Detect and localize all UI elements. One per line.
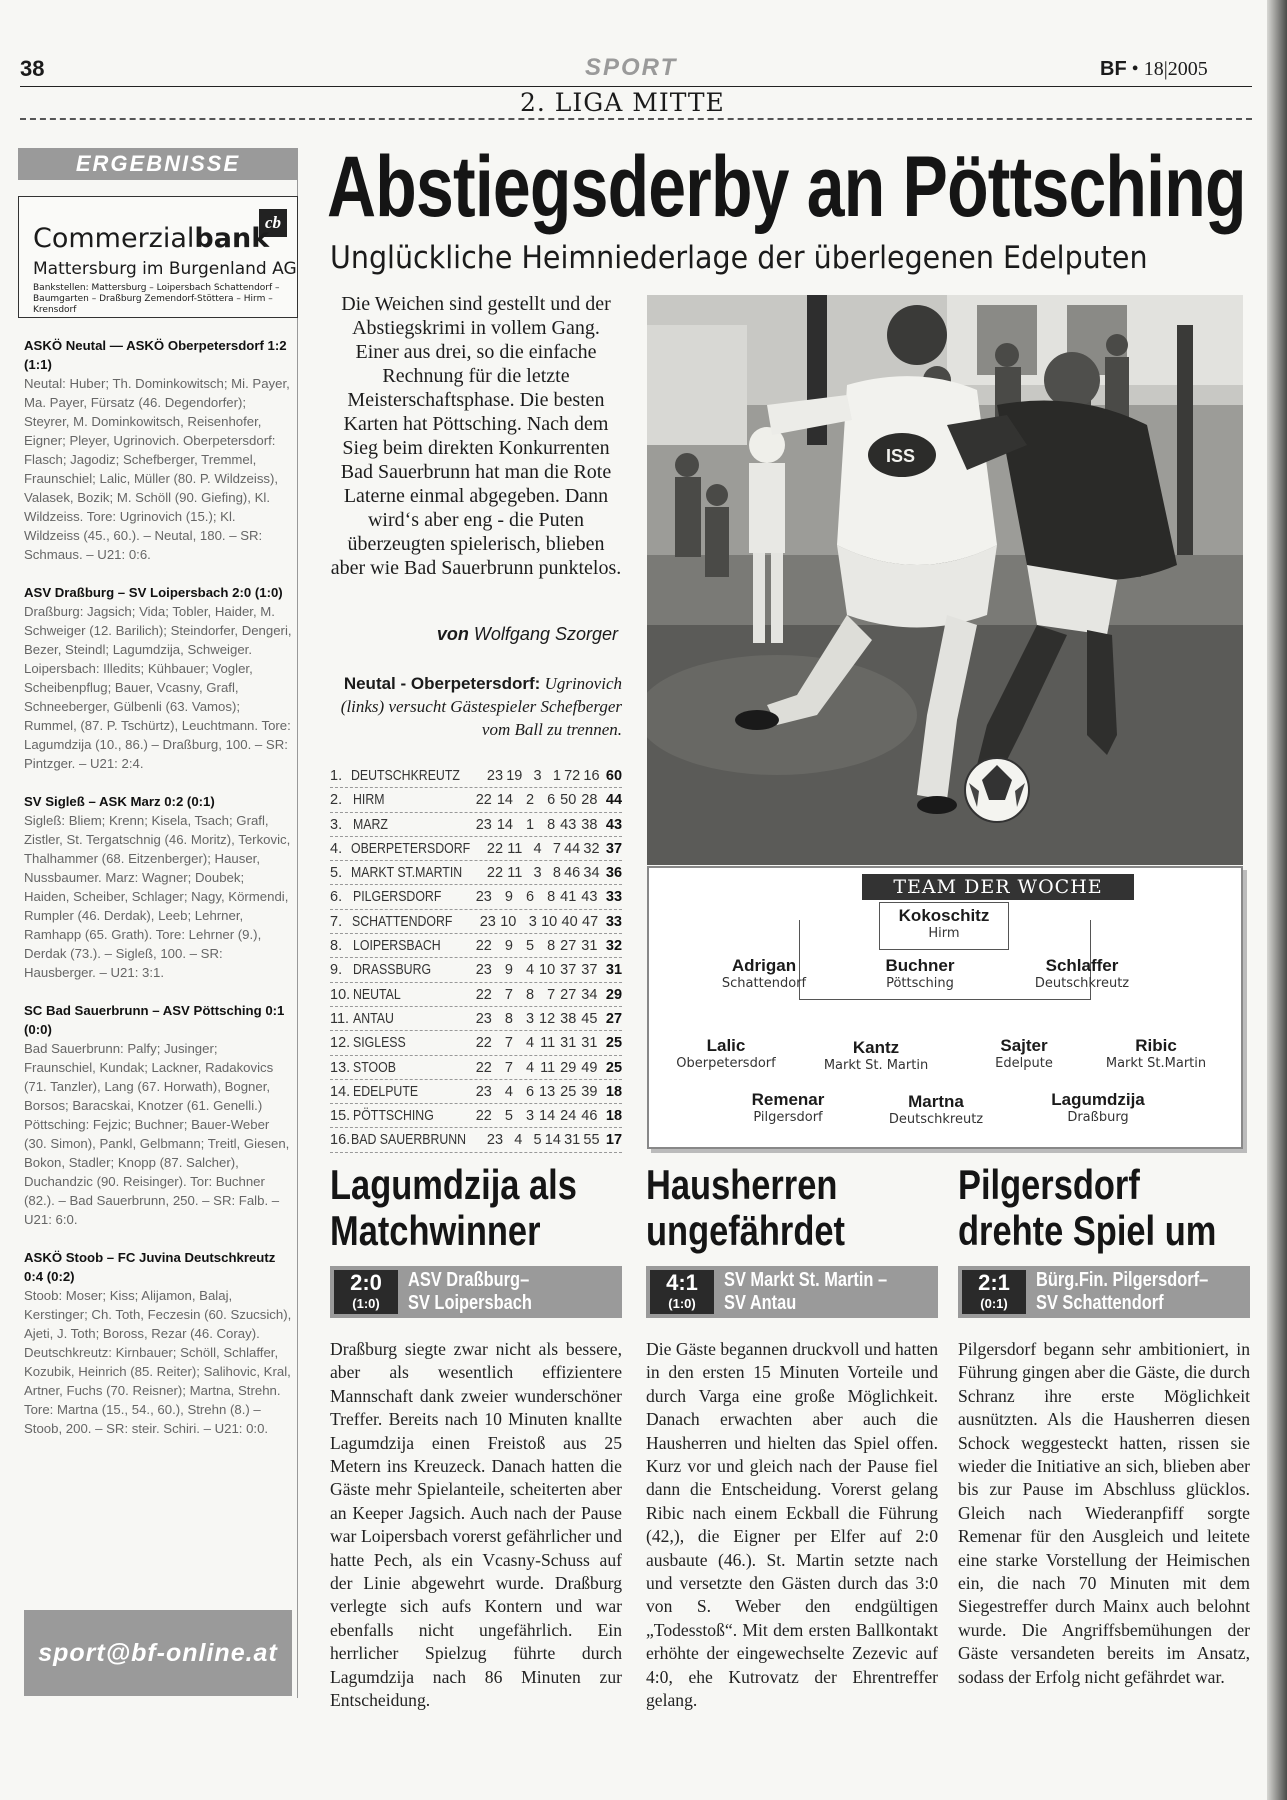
- table-rank: 10.: [330, 986, 351, 1003]
- match-report: [24, 583, 292, 773]
- player-name: Adrigan: [731, 956, 797, 975]
- table-goals-against: 31: [581, 938, 598, 955]
- headline-line-2: drehte Spiel um: [958, 1207, 1217, 1254]
- table-row: [330, 1104, 622, 1128]
- table-team: LOIPERSBACH: [352, 938, 441, 955]
- final-score: 2:1: [978, 1270, 1010, 1295]
- table-row: [330, 958, 622, 982]
- match-teams: [1036, 1269, 1208, 1315]
- table-goals-for: 72: [564, 768, 581, 784]
- match-teams: [724, 1269, 887, 1315]
- table-rank: 3.: [330, 816, 343, 833]
- table-wins: 19: [506, 768, 523, 784]
- away-team: SV Antau: [724, 1292, 797, 1314]
- table-wins: 4: [514, 1132, 523, 1149]
- article-body: Die Gäste begannen druckvoll und hatten in den ersten 15 Minuten Vorteile und durch Varga eine große Möglichkeit. Danach erwachten aber auch die Hausherren und hielten das Spiel offen. Kurz vor und gleich nach der Pause fiel dann die Entscheidung. Vorerst gelang Ribic nach einem Eckball die Führung (42,), die Eigner per Elfer auf 2:0 ausbaute (46.). St. Martin setzte nach und versetzte den Gästen durch das 3:0 von S. Weber den endgültigen „Todesstoß“. Mit dem ersten Ballkontakt erhöhte der eingewechselte Zezevic auf 4:0, ehe Kutrovatz der Ehrentreffer gelang.: [646, 1339, 938, 1711]
- results-title: ERGEBNISSE: [18, 148, 298, 180]
- match-heading: ASKÖ Stoob – FC Juvina Deutschkreutz 0:4 (0:2): [24, 1250, 276, 1284]
- table-wins: 7: [504, 986, 513, 1003]
- match-report: [24, 336, 292, 564]
- article-body: Pilgersdorf begann sehr ambitioniert, in Führung gingen aber die Gäste, die durch Schranz ihre erste Möglichkeit ausnützten. Als die Hausherren diesen Schock weggesteckt hatten, rissen sie wieder die Initiative an sich, blieben aber bis zur Pause im Abschluss glücklos. Gleich nach Wiederanpfiff sorgte Remenar für den Ausgleich und leitete eine starke Vorstellung der Heimischen ein, die nach 70 Minuten mit dem Siegestreffer durch Mainx auch belohnt wurde. Die Angriffsbemühungen der Gäste versandeten bereits im Ansatz, sodass der Erfolg nicht gefährdet war.: [958, 1339, 1250, 1687]
- table-row: [330, 1007, 622, 1031]
- table-goals-against: 31: [581, 1035, 598, 1052]
- table-played: 22: [486, 840, 504, 857]
- table-rank: 11.: [330, 1010, 350, 1027]
- table-played: 23: [479, 913, 496, 930]
- table-goals-against: 49: [581, 1059, 598, 1076]
- table-draws: 3: [525, 1010, 535, 1027]
- table-points: 27: [605, 1010, 623, 1027]
- player-name: Lalic: [706, 1036, 746, 1055]
- league-table: [330, 764, 622, 1153]
- player-club: Markt St.Martin: [1105, 1056, 1207, 1071]
- results-sidebar: [18, 148, 298, 1698]
- table-losses: 8: [552, 865, 561, 882]
- score-box: [962, 1270, 1026, 1314]
- table-draws: 5: [533, 1132, 542, 1149]
- player-club: Markt St. Martin: [823, 1058, 929, 1073]
- bank-name-bold: bank: [194, 223, 270, 254]
- article-pilgersdorf: [958, 1162, 1250, 1689]
- article-lead: Die Weichen sind gestellt und der Abstiegskrimi in vollem Gang. Einer aus drei, so die einfache Rechnung für die letzte Meisterschaftsphase. Die besten Karten hat Pöttsching. Nach dem Sieg beim direkten Konkurrenten Bad Sauerbrunn hat man die Rote Laterne einmal abgegeben. Dann wird‘s aber eng - die Puten überzeugten spielerisch, blieben aber wie Bad Sauerbrunn punktelos.: [330, 293, 622, 579]
- table-draws: 3: [533, 768, 542, 784]
- table-wins: 9: [504, 938, 513, 955]
- final-score: 2:0: [350, 1270, 382, 1295]
- table-team: BAD SAUERBRUNN: [350, 1132, 466, 1149]
- table-losses: 8: [547, 816, 556, 833]
- table-row: [330, 861, 622, 885]
- team-of-the-week: [647, 866, 1243, 1149]
- match-details: Bad Sauerbrunn: Palfy; Jusinger; Fraunschiel, Kundak; Lackner, Radakovics (71. Tanzler), Lang (67. Horwath), Bogner, Borsos; Baracskai, Knotzer (61. Genelli.) Pöttsching: Fejzic; Buchner; Bauer-Weber (30. Simon), Pankl, Gelbmann; Treitl, Giesen, Bokon, Stadler; Knopp (87. Salcher), Duchandzic (90. Reisinger). Tor: Buchner (82.). – Bad Sauerbrunn, 250. – SR: Falb. – U21: 6:0.: [24, 1041, 290, 1227]
- home-team: SV Markt St. Martin –: [724, 1269, 888, 1291]
- league-title: 2. LIGA MITTE: [520, 88, 725, 117]
- table-goals-for: 40: [561, 913, 578, 930]
- table-goals-against: 16: [583, 768, 600, 784]
- player-name: Kokoschitz: [898, 906, 990, 925]
- table-rank: 1.: [330, 768, 343, 784]
- headline-line-2: Matchwinner: [330, 1207, 541, 1254]
- headline-line-1: Pilgersdorf: [958, 1161, 1140, 1208]
- player-club: Schattendorf: [721, 976, 807, 991]
- table-points: 33: [605, 889, 623, 906]
- table-goals-against: 47: [582, 913, 599, 930]
- table-rank: 7.: [330, 913, 343, 930]
- table-rank: 8.: [330, 938, 343, 955]
- table-played: 22: [475, 792, 492, 809]
- table-wins: 11: [507, 865, 523, 882]
- table-row: [330, 885, 622, 909]
- match-details: Stoob: Moser; Kiss; Alijamon, Balaj, Kerstinger; Ch. Toth, Feczesin (60. Szucsich), Ajeti, J. Toth; Boross, Rezar (46. Coray). Deutschkreutz: Kirnbauer; Schöll, Schlaffer, Kozubik, Heinrich (85. Reiter); Salihovic, Kral, Artner, Fuchs (70. Reisner); Martna, Strehn. Tore: Martna (15., 54., 60.), Strehn (8.) – Stoob, 200. – SR: steir. Schiri. – U21: 0:0.: [24, 1288, 292, 1436]
- table-rank: 16.: [330, 1132, 351, 1149]
- table-played: 23: [475, 816, 492, 833]
- player-club: Draßburg: [1067, 1110, 1129, 1125]
- player-club: Oberpetersdorf: [676, 1056, 776, 1071]
- table-row: [330, 910, 622, 934]
- table-played: 22: [475, 1059, 492, 1076]
- player-name: Remenar: [751, 1090, 825, 1109]
- shirt-sponsor-text: ISS: [886, 446, 916, 466]
- table-played: 23: [486, 768, 504, 784]
- table-wins: 4: [504, 1083, 513, 1100]
- table-goals-for: 25: [560, 1083, 577, 1100]
- score-bar: [958, 1266, 1250, 1318]
- issue-info: BF • 18|2005: [1100, 58, 1208, 80]
- table-wins: 5: [504, 1108, 513, 1125]
- score-bar: [330, 1266, 622, 1318]
- halftime-score: (0:1): [980, 1296, 1008, 1311]
- table-team: PILGERSDORF: [352, 889, 442, 906]
- table-rank: 4.: [330, 840, 343, 857]
- table-wins: 8: [504, 1010, 513, 1027]
- article-headline: [646, 1162, 885, 1258]
- table-wins: 7: [504, 1035, 513, 1052]
- match-report: [24, 1248, 292, 1438]
- table-wins: 9: [504, 962, 513, 979]
- byline-author: Wolfgang Szorger: [473, 624, 618, 644]
- table-rank: 12.: [330, 1035, 351, 1052]
- table-team: NEUTAL: [352, 986, 401, 1003]
- table-team: MARKT ST.MARTIN: [350, 865, 463, 882]
- table-wins: 9: [504, 889, 513, 906]
- match-heading: SC Bad Sauerbrunn – ASV Pöttsching 0:1 (0:0): [24, 1003, 285, 1037]
- table-row: [330, 813, 622, 837]
- table-played: 22: [475, 938, 492, 955]
- table-losses: 8: [547, 889, 556, 906]
- table-draws: 3: [528, 913, 537, 930]
- table-goals-for: 31: [560, 1035, 577, 1052]
- caption-text: Ugrinovich (links) versucht Gästespieler Schefberger vom Ball zu trennen.: [340, 674, 622, 739]
- table-team: HIRM: [352, 792, 385, 809]
- bank-branches: Bankstellen: Mattersburg – Loipersbach Schattendorf – Baumgarten – Draßburg Zemendorf-Stöttera – Hirm – Krensdorf: [33, 283, 280, 315]
- table-draws: 8: [525, 986, 535, 1003]
- halftime-score: (1:0): [668, 1296, 696, 1311]
- byline-prefix: von: [436, 624, 469, 644]
- table-draws: 1: [525, 816, 535, 833]
- player-name: Martna: [908, 1092, 964, 1111]
- player-midfielder: [651, 1036, 801, 1071]
- match-results: [24, 336, 292, 1457]
- table-rank: 2.: [330, 792, 343, 809]
- page-edge-shadow: [1267, 0, 1287, 1800]
- table-losses: 8: [547, 938, 556, 955]
- headline-line-1: Lagumdzija als: [330, 1161, 577, 1208]
- table-played: 22: [486, 865, 504, 882]
- table-losses: 7: [552, 840, 561, 857]
- home-team: ASV Draßburg–: [408, 1269, 530, 1291]
- table-points: 43: [605, 816, 623, 833]
- table-losses: 11: [540, 1035, 556, 1052]
- player-name: Buchner: [885, 956, 955, 975]
- table-row: [330, 764, 622, 788]
- table-points: 25: [605, 1059, 623, 1076]
- player-name: Schlaffer: [1045, 956, 1119, 975]
- table-goals-against: 34: [581, 986, 598, 1003]
- table-played: 22: [475, 986, 492, 1003]
- table-goals-for: 31: [564, 1132, 581, 1149]
- table-team: MARZ: [352, 816, 388, 833]
- player-defender: [1007, 956, 1157, 991]
- match-report: [24, 792, 292, 982]
- table-played: 22: [475, 1108, 492, 1125]
- table-goals-for: 38: [560, 1010, 577, 1027]
- table-goals-against: 37: [581, 962, 598, 979]
- match-details: Draßburg: Jagsich; Vida; Tobler, Haider, M. Schweiger (12. Barilich); Steindorfer, Dengeri, Bezer, Steindl; Lagumdzija, Schweiger. Loipersbach: Illedits; Kühbauer; Vogler, Scheibenpflug; Bauer, Vcasny, Grafl, Schneeberger, Gülbenli (63. Vamos); Rummel, (87. P. Tschürtz), Leuchtmann. Tore: Lagumdzija (10., 86.) – Draßburg, 100. – SR: Pintzger. – U21: 2:4.: [24, 604, 292, 771]
- table-row: [330, 1080, 622, 1104]
- table-points: 32: [605, 938, 623, 955]
- table-draws: 4: [525, 1059, 535, 1076]
- table-row: [330, 1056, 622, 1080]
- match-photo: [647, 295, 1243, 865]
- player-goalkeeper: [869, 906, 1019, 941]
- table-wins: 7: [504, 1059, 513, 1076]
- article-headline: [958, 1161, 1217, 1258]
- table-points: 31: [605, 962, 623, 979]
- article-dragsburg: [330, 1162, 622, 1713]
- table-goals-for: 43: [560, 816, 577, 833]
- article-st-martin: [646, 1162, 938, 1713]
- main-headline: Abstiegsderby an Pöttsching: [327, 139, 1246, 235]
- bank-advertisement: [18, 196, 298, 318]
- table-goals-for: 27: [560, 938, 577, 955]
- table-played: 22: [475, 1035, 492, 1052]
- table-points: 37: [605, 840, 623, 857]
- table-goals-for: 44: [564, 840, 581, 857]
- match-teams: [408, 1269, 532, 1315]
- match-details: Sigleß: Bliem; Krenn; Kisela, Tsach; Grafl, Zistler, St. Tergatschnig (46. Moritz), Terkovic, Thalhammer (68. Eitzenberger); Hauser, Nussbaumer. Marz: Wagner; Doubek; Haiden, Scheiber, Schlager; Nagy, Körmendi, Rumpler (46. Derdak), Leeb; Lehrner, Ramhapp (65. Grath). Tore: Lehrner (9.), Derdak (73.). – Sigleß, 100. – SR: Hausberger. – U21: 3:1.: [24, 813, 291, 980]
- table-draws: 2: [525, 792, 535, 809]
- player-midfielder: [949, 1036, 1099, 1071]
- table-row: [330, 837, 622, 861]
- table-goals-for: 37: [560, 962, 577, 979]
- section-title: SPORT: [585, 54, 678, 81]
- match-heading: ASV Draßburg – SV Loipersbach 2:0 (1:0): [24, 585, 283, 600]
- table-goals-against: 46: [581, 1108, 598, 1125]
- header-rule: [20, 86, 1252, 87]
- table-points: 36: [605, 865, 623, 882]
- table-losses: 14: [544, 1132, 561, 1149]
- table-rank: 14.: [330, 1083, 351, 1100]
- table-row: [330, 983, 622, 1007]
- table-team: SIGLESS: [352, 1035, 406, 1052]
- halftime-score: (1:0): [352, 1296, 380, 1311]
- table-losses: 10: [541, 913, 558, 930]
- home-team: Bürg.Fin. Pilgersdorf–: [1036, 1269, 1209, 1291]
- bank-name: [33, 223, 269, 254]
- article-body: Draßburg siegte zwar nicht als bessere, aber als wesentlich effizientere Mannschaft dank zweier wunderschöner Treffer. Bereits nach 10 Minuten knallte Lagumdzija einen Freistoß aus 25 Metern ins Kreuzeck. Danach hatten die Gäste mehr Spielanteile, scheiterten aber an Keeper Jagsich. Auch nach der Pause war Loipersbach vorerst gefährlicher und hatte Pech, als ein Vcasny-Schuss auf der Linie abgewehrt wurde. Draßburg verlegte sich aufs Kontern und war ebenfalls nicht ungefährlich. Ein herrlicher Spielzug führte durch Lagumdzija nach 86 Minuten zur Entscheidung.: [330, 1339, 622, 1711]
- table-wins: 14: [496, 816, 513, 833]
- table-draws: 4: [525, 962, 535, 979]
- table-goals-for: 29: [560, 1059, 577, 1076]
- player-club: Pilgersdorf: [753, 1110, 823, 1125]
- table-rank: 13.: [330, 1059, 351, 1076]
- player-club: Edelpute: [995, 1056, 1053, 1071]
- table-team: STOOB: [352, 1059, 396, 1076]
- team-of-the-week-title: TEAM DER WOCHE: [862, 874, 1134, 900]
- table-losses: 7: [547, 986, 556, 1003]
- main-subheadline: Unglückliche Heimniederlage der überlegenen Edelputen: [330, 240, 1148, 276]
- player-forward: [1023, 1090, 1173, 1125]
- table-goals-against: 45: [581, 1010, 598, 1027]
- match-report: [24, 1001, 292, 1229]
- player-club: Pöttsching: [886, 976, 954, 991]
- table-draws: 3: [533, 865, 542, 882]
- header-dashed-rule: [20, 118, 1252, 120]
- table-row: [330, 788, 622, 812]
- player-name: Ribic: [1135, 1036, 1177, 1055]
- player-defender: [689, 956, 839, 991]
- table-played: 23: [475, 889, 492, 906]
- table-goals-for: 24: [560, 1108, 577, 1125]
- table-points: 18: [605, 1083, 623, 1100]
- table-draws: 5: [525, 938, 535, 955]
- publication-name: BF: [1100, 58, 1127, 80]
- score-bar: [646, 1266, 938, 1318]
- table-played: 23: [486, 1132, 504, 1149]
- score-box: [650, 1270, 714, 1314]
- table-team: PÖTTSCHING: [352, 1108, 434, 1125]
- article-headline: [330, 1161, 577, 1258]
- page-number: 38: [20, 56, 45, 81]
- headline-line-2: ungefährdet: [646, 1207, 845, 1254]
- table-goals-for: 27: [560, 986, 577, 1003]
- table-points: 17: [605, 1132, 623, 1149]
- table-team: ANTAU: [352, 1010, 394, 1027]
- table-points: 18: [605, 1108, 623, 1125]
- score-box: [334, 1270, 398, 1314]
- player-club: Deutschkreutz: [1034, 976, 1130, 991]
- table-losses: 1: [552, 768, 561, 784]
- bank-name-light: Commerzial: [33, 223, 195, 254]
- bank-subtitle: Mattersburg im Burgenland AG: [33, 259, 297, 279]
- headline-line-1: Hausherren: [646, 1161, 838, 1208]
- email-link[interactable]: sport@bf-online.at: [24, 1610, 292, 1696]
- table-wins: 14: [496, 792, 513, 809]
- issue-number: 18|2005: [1143, 58, 1208, 80]
- table-goals-against: 38: [581, 816, 598, 833]
- byline: [330, 624, 618, 645]
- table-rank: 5.: [330, 865, 343, 882]
- table-draws: 4: [533, 840, 542, 857]
- table-losses: 11: [540, 1059, 556, 1076]
- table-rank: 9.: [330, 962, 343, 979]
- table-goals-for: 50: [560, 792, 577, 809]
- table-row: [330, 934, 622, 958]
- player-forward: [713, 1090, 863, 1125]
- football-photo-illustration: [647, 295, 1243, 865]
- table-goals-against: 28: [581, 792, 598, 809]
- table-goals-for: 41: [560, 889, 577, 906]
- table-row: [330, 1031, 622, 1055]
- player-club: Hirm: [928, 926, 960, 941]
- table-rank: 15.: [330, 1108, 351, 1125]
- table-wins: 10: [500, 913, 517, 930]
- table-points: 25: [605, 1035, 623, 1052]
- table-losses: 13: [539, 1083, 556, 1100]
- away-team: SV Schattendorf: [1036, 1292, 1164, 1314]
- table-losses: 10: [539, 962, 556, 979]
- table-goals-against: 34: [583, 865, 600, 882]
- table-played: 23: [475, 1010, 492, 1027]
- table-goals-against: 32: [583, 840, 600, 857]
- player-name: Lagumdzija: [1051, 1090, 1145, 1109]
- table-team: SCHATTENDORF: [352, 913, 453, 930]
- table-points: 60: [605, 768, 623, 784]
- table-played: 23: [475, 962, 492, 979]
- table-wins: 11: [507, 840, 523, 857]
- table-team: EDELPUTE: [352, 1083, 418, 1100]
- player-name: Sajter: [1000, 1036, 1048, 1055]
- match-heading: SV Sigleß – ASK Marz 0:2 (0:1): [24, 794, 215, 809]
- table-team: OBERPETERSDORF: [350, 840, 471, 857]
- match-heading: ASKÖ Neutal — ASKÖ Oberpetersdorf 1:2 (1:1): [24, 338, 287, 372]
- bank-logo-icon: cb: [259, 209, 287, 237]
- player-defender: [845, 956, 995, 991]
- table-goals-against: 55: [583, 1132, 600, 1149]
- table-rank: 6.: [330, 889, 343, 906]
- table-losses: 14: [539, 1108, 556, 1125]
- table-goals-against: 43: [581, 889, 598, 906]
- table-played: 23: [475, 1083, 492, 1100]
- table-points: 29: [605, 986, 623, 1003]
- final-score: 4:1: [666, 1270, 698, 1295]
- player-midfielder: [801, 1038, 951, 1073]
- table-goals-against: 39: [581, 1083, 598, 1100]
- table-draws: 3: [525, 1108, 535, 1125]
- table-losses: 12: [539, 1010, 556, 1027]
- table-draws: 6: [525, 889, 535, 906]
- table-draws: 4: [525, 1035, 535, 1052]
- table-draws: 6: [525, 1083, 535, 1100]
- table-points: 33: [605, 913, 622, 930]
- away-team: SV Loipersbach: [408, 1292, 532, 1314]
- caption-match: Neutal - Oberpetersdorf:: [343, 674, 541, 693]
- match-details: Neutal: Huber; Th. Dominkowitsch; Mi. Payer, Ma. Payer, Fürsatz (46. Degendorfer); Steyrer, M. Dominkowitsch, Reisenhofer, Eigner; Pleyer, Ugrinovich. Oberpetersdorf: Flasch; Jagodiz; Schefberger, Tremmel, Fraunschiel; Lalic, Müller (80. P. Wildzeiss), Valasek, Bozik; M. Schöll (90. Giefing), Kl. Wildzeiss. Tore: Ugrinovich (15.); Kl. Wildzeiss (45., 60.). – Neutal, 180. – SR: Schmaus. – U21: 0:6.: [24, 376, 290, 562]
- photo-caption: [330, 672, 622, 741]
- table-row: [330, 1128, 622, 1152]
- player-name: Kantz: [852, 1038, 900, 1057]
- player-forward: [861, 1092, 1011, 1127]
- player-midfielder: [1081, 1036, 1231, 1071]
- table-team: DEUTSCHKREUTZ: [350, 768, 460, 784]
- player-club: Deutschkreutz: [888, 1112, 984, 1127]
- table-goals-for: 46: [564, 865, 581, 882]
- table-losses: 6: [547, 792, 556, 809]
- table-team: DRASSBURG: [352, 962, 431, 979]
- table-points: 44: [605, 792, 623, 809]
